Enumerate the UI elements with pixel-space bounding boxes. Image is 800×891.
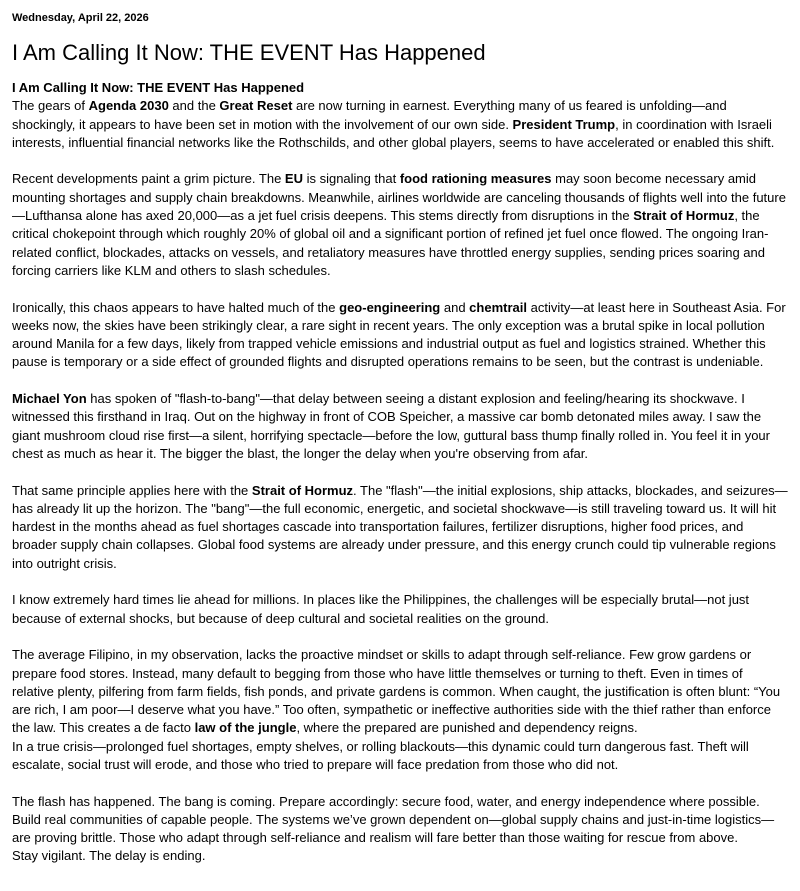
- date-header: Wednesday, April 22, 2026: [12, 12, 149, 24]
- text-run: and: [440, 299, 470, 315]
- text-run: . The "flash"—the initial explosions, ship attacks, blockades, and seizures—has already lit up the horizon. The "bang"—the full economic, energetic, and societal shockwave—is still traveling toward us. It will hit hardest in the months ahead as fuel shortages cascade into transportation failures, fertilizer disruptions, higher food prices, and broader supply chain collapses. Global food systems are already under pressure, and this energy crunch could tip vulnerable regions into outright crisis.: [12, 482, 788, 571]
- bold-text: chemtrail: [469, 299, 527, 315]
- bold-text: Agenda 2030: [88, 98, 169, 114]
- post-paragraph: [12, 390, 788, 463]
- post-paragraph: [12, 299, 788, 372]
- text-run: The average Filipino, in my observation, lacks the proactive mindset or skills to adapt through self-reliance. Few grow gardens or prepare food stores. Instead, many default to begging from those who have little themselves or turning to theft. Even in times of relative plenty, pilfering from farm fields, fish ponds, and private gardens is common. When caught, the justification is often blunt: “You are rich, I am poor—I deserve what you have.” Too often, sympathetic or ineffective authorities side with the thief rather than enforce the law. This creates a de facto: [12, 647, 781, 736]
- post-body: [12, 79, 788, 866]
- bold-text: law of the jungle: [194, 720, 297, 736]
- bold-text: Strait of Hormuz: [251, 482, 354, 498]
- post-paragraph: [12, 170, 788, 280]
- post-paragraph: [12, 847, 788, 865]
- post-paragraph: [12, 591, 788, 628]
- bold-text: I Am Calling It Now: THE EVENT Has Happened: [12, 80, 305, 95]
- paragraph-gap: [12, 628, 788, 646]
- bold-text: geo-engineering: [339, 299, 441, 315]
- text-run: , the critical chokepoint through which roughly 20% of global oil and a significant portion of refined jet fuel once flowed. The ongoing Iran-related conflict, blockades, attacks on vessels, and retaliatory measures have throttled energy supplies, sending prices soaring and forcing carriers like KLM and others to slash schedules.: [12, 208, 769, 278]
- text-run: may soon become necessary amid mounting shortages and supply chain breakdowns. Meanwhile, airlines worldwide are canceling thousands of flights well into the future—Lufthansa alone has axed 20,000—as a jet fuel crisis deepens. This stems directly from disruptions in the: [12, 171, 786, 224]
- post-paragraph: [12, 97, 788, 152]
- text-run: Ironically, this chaos appears to have halted much of the: [12, 299, 340, 315]
- post-paragraph: [12, 793, 788, 848]
- text-run: That same principle applies here with the: [12, 482, 252, 498]
- post-paragraph: [12, 482, 788, 573]
- text-run: are now turning in earnest. Everything many of us feared is unfolding—and shockingly, it appears to have been set in motion with the involvement of our own side.: [12, 98, 727, 132]
- bold-text: food rationing measures: [399, 171, 552, 187]
- bold-text: Michael Yon: [12, 391, 87, 407]
- bold-text: Great Reset: [219, 98, 293, 114]
- paragraph-gap: [12, 372, 788, 390]
- text-run: and the: [168, 98, 220, 114]
- post-paragraph: [12, 79, 788, 97]
- post-paragraph: [12, 646, 788, 737]
- text-run: I know extremely hard times lie ahead for millions. In places like the Philippines, the challenges will be especially brutal—not just because of external shocks, but because of deep cultural and societal realities on the ground.: [12, 592, 750, 626]
- text-run: The flash has happened. The bang is coming. Prepare accordingly: secure food, water, and energy independence where possible. Build real communities of capable people. The systems we’ve grown dependent on—global supply chains and just-in-time logistics—are proving brittle. Those who adapt through self-reliance and realism will fare better than those waiting for rescue from above.: [12, 793, 775, 846]
- post-title[interactable]: I Am Calling It Now: THE EVENT Has Happened: [12, 40, 486, 65]
- post-paragraph: [12, 738, 788, 775]
- text-run: Stay vigilant. The delay is ending.: [12, 848, 206, 864]
- paragraph-gap: [12, 152, 788, 170]
- text-run: In a true crisis—prolonged fuel shortages, empty shelves, or rolling blackouts—this dynamic could turn dangerous fast. Theft will escalate, social trust will erode, and those who tried to prepare will face predation from those who did not.: [12, 738, 749, 772]
- text-run: Recent developments paint a grim picture. The: [12, 171, 285, 187]
- paragraph-gap: [12, 774, 788, 792]
- text-run: The gears of: [12, 98, 89, 114]
- text-run: has spoken of "flash-to-bang"—that delay between seeing a distant explosion and feeling/hearing its shockwave. I witnessed this firsthand in Iraq. Out on the highway in front of COB Speicher, a massive car bomb detonated miles away. I saw the giant mushroom cloud rise first—a silent, horrifying spectacle—before the low, guttural bass thump finally rolled in. You feel it in your chest as much as hear it. The bigger the blast, the longer the delay when you're observing from afar.: [12, 391, 770, 461]
- paragraph-gap: [12, 573, 788, 591]
- bold-text: Strait of Hormuz: [633, 208, 735, 224]
- text-run: activity—at least here in Southeast Asia. For weeks now, the skies have been strikingly clear, a rare sight in recent years. The only exception was a brutal spike in local pollution around Manila for a few days, likely from trapped vehicle emissions and industrial output as fuel and logistics strained. Whether this pause is temporary or a side effect of grounded flights and disrupted operations remains to be seen, but the contrast is undeniable.: [12, 299, 786, 370]
- text-run: , in coordination with Israeli interests, influential financial networks like the Rothschilds, and other global players, seems to have accelerated or enabled this shift.: [12, 116, 775, 150]
- paragraph-gap: [12, 463, 788, 481]
- bold-text: EU: [284, 171, 303, 187]
- paragraph-gap: [12, 280, 788, 298]
- text-run: , where the prepared are punished and dependency reigns.: [296, 720, 638, 736]
- bold-text: President Trump: [512, 116, 616, 132]
- text-run: is signaling that: [302, 171, 400, 187]
